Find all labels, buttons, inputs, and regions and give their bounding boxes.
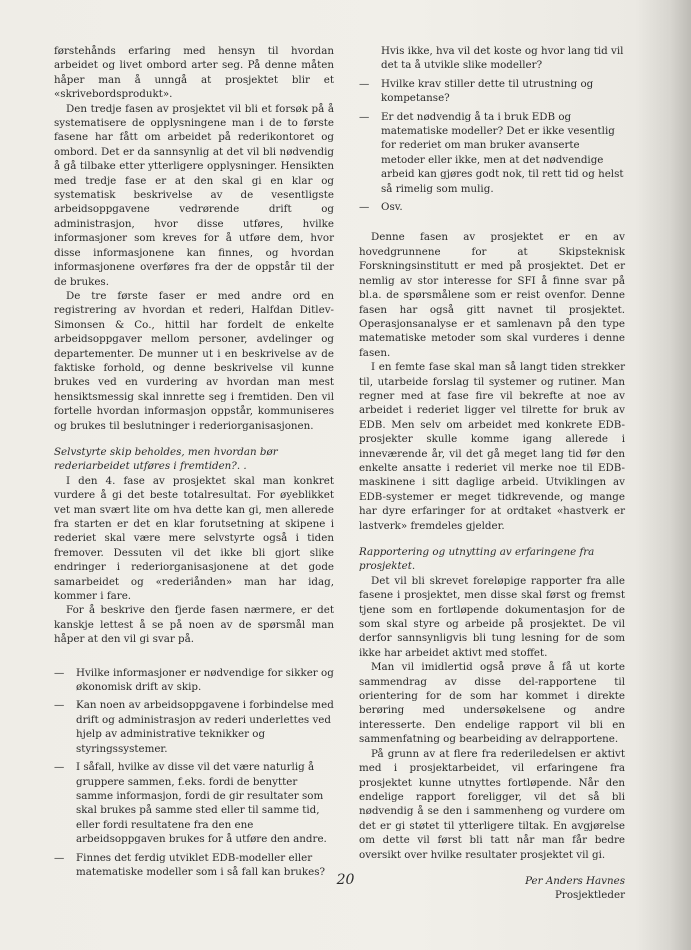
paragraph: I en femte fase skal man så langt tiden strekker til, utarbeide forslag til systemer og rutiner. Man regner med at fase fire vil bekrefte at noe av arbeidet i rederiet ligger vel tilrette for bruk av EDB. Men selv om arbeidet med konkrete EDB-prosjekter skulle komme igang allerede i inneværende år, vil det gå meget lang tid før den enkelte ansatte i rederiet vil merke noe til EDB-maskinene i sitt daglige arbeid. Utviklingen av EDB-systemer er meget tidkrevende, og mange har dyre erfaringer for at ordtaket «hastverk er lastverk» fremdeles gjelder.	[359, 361, 625, 532]
paragraph: Det vil bli skrevet foreløpige rapporter fra alle fasene i prosjektet, men disse skal først og fremst tjene som en fortløpende dokumentasjon for de som skal styre og arbeide på prosjektet. De vil derfor sannsynligvis bli tung lesning for de som ikke har arbeidet aktivt med stoffet.	[359, 574, 625, 659]
list-item-continued: Hvis ikke, hva vil det koste og hvor lang tid vil det ta å utvikle slike modeller?	[381, 45, 624, 72]
list-item: — Kan noen av arbeidsoppgavene i forbindelse med drift og administrasjon av rederi underlettes ved hjelp av administrative teknikker og styringssystemer.	[54, 699, 334, 755]
right-column	[359, 44, 625, 903]
paragraph: For å beskrive den fjerde fasen nærmere, er det kanskje lettest å se på noen av de spørsmål man håper at den vil gi svar på.	[54, 604, 334, 646]
paragraph: På grunn av at flere fra rederiledelsen er aktivt med i prosjektarbeidet, vil erfaringene fra prosjektet kunne utnyttes fortløpende. Når den endelige rapport foreligger, vil det så bli nødvendig å se den i sammenheng og vurdere om det er gi støtet til ytterligere tiltak. En avgjørelse om dette vil først bli tatt når man får bedre oversikt over hvilke resultater prosjektet vil gi.	[359, 747, 625, 861]
list-item: — Er det nødvendig å ta i bruk EDB og matematiske modeller? Det er ikke vesentlig for rederiet om man bruker avanserte metoder eller ikke, men at det nødvendige arbeid kan gjøres godt nok, til rett tid og helst så rimelig som mulig.	[359, 110, 624, 195]
signature-name: Per Anders Havnes	[525, 874, 625, 887]
paragraph: førstehånds erfaring med hensyn til hvordan arbeidet og livet ombord arter seg. På denne måten håper man å unngå at prosjektet blir et «skrivebordsprodukt».	[54, 45, 334, 101]
section-heading: Rapportering og utnytting av erfaringene fra prosjektet.	[359, 546, 595, 573]
paragraph: Man vil imidlertid også prøve å få ut korte sammendrag av disse del-rapportene til orientering for de som har kommet i direkte berøring med undersøkelsene og andre interesserte. Den endelige rapport vil bli en sammenfatning og bearbeiding av delrapportene.	[359, 661, 625, 746]
left-column	[54, 44, 334, 883]
paragraph: I den 4. fase av prosjektet skal man konkret vurdere å gi det beste totalresultat. For øyeblikket vet man svært lite om hva dette kan gi, men allerede fra starten er det en klar forutsetning at skipene i rederiet skal være mere selvstyrte også i tiden fremover. Dessuten vil det ikke bli gjort slike endringer i rederiorganisasjonene at det gode samarbeidet og «rederiånden» man har idag, kommer i fare.	[54, 474, 334, 603]
page-number: 20	[336, 872, 355, 888]
question-list-continued	[359, 44, 625, 214]
list-item: — Finnes det ferdig utviklet EDB-modeller eller matematiske modeller som i så fall kan brukes?	[54, 851, 326, 878]
paragraph: De tre første faser er med andre ord en registrering av hvordan et rederi, Halfdan Ditlev-Simonsen & Co., hittil har fordelt de enkelte arbeidsoppgaver mellom personer, avdelinger og departementer. De munner ut i en beskrivelse av de faktiske forhold, og denne beskrivelse vil kunne brukes ved en vurdering av hvordan man mest hensiktsmessig skal innrette seg i fremtiden. Den vil fortelle hvordan informasjon oppstår, kommuniseres og brukes til beslutninger i rederiorganisasjonen.	[54, 289, 334, 432]
list-item: — Hvilke krav stiller dette til utrustning og kompetanse?	[359, 77, 594, 105]
signature-title: Prosjektleder	[555, 889, 625, 902]
question-list	[54, 666, 334, 880]
list-item: — I såfall, hvilke av disse vil det være naturlig å gruppere sammen, f.eks. fordi de benytter samme informasjon, fordi de gir resultater som skal brukes på samme sted eller til samme tid, eller fordi resultatene fra den ene arbeidsoppgaven brukes for å utføre den andre.	[54, 761, 327, 846]
paragraph: Den tredje fasen av prosjektet vil bli et forsøk på å systematisere de opplysningene man i de to første fasene har fått om arbeidet på rederikontoret og ombord. Det er da sannsynlig at det vil bli nødvendig å gå tilbake etter ytterligere opplysninger. Hensikten med tredje fase er at den skal gi en klar og systematisk beskrivelse av de vesentligste arbeidsoppgavene vedrørende drift og administrasjon, hvor disse utføres, hvilke informasjoner som kreves for å utføre dem, hvor disse informasjonene kan finnes, og hvordan informasjonene overføres fra der de oppstår til der de brukes.	[54, 102, 334, 288]
paragraph: Denne fasen av prosjektet er en av hovedgrunnene for at Skipsteknisk Forskningsinstitutt er med på prosjektet. Det er nemlig av stor interesse for SFI å finne svar på bl.a. de spørsmålene som er reist ovenfor. Denne fasen har også gitt navnet til prosjektet. Operasjonsanalyse er et samlenavn på den type matematiske metoder som skal vurderes i denne fasen.	[359, 231, 625, 359]
section-heading: Selvstyrte skip beholdes, men hvordan bør rederiarbeidet utføres i fremtiden?. .	[54, 445, 278, 473]
list-item: — Hvilke informasjoner er nødvendige for sikker og økonomisk drift av skip.	[54, 666, 334, 694]
list-item: — Osv.	[359, 201, 403, 214]
